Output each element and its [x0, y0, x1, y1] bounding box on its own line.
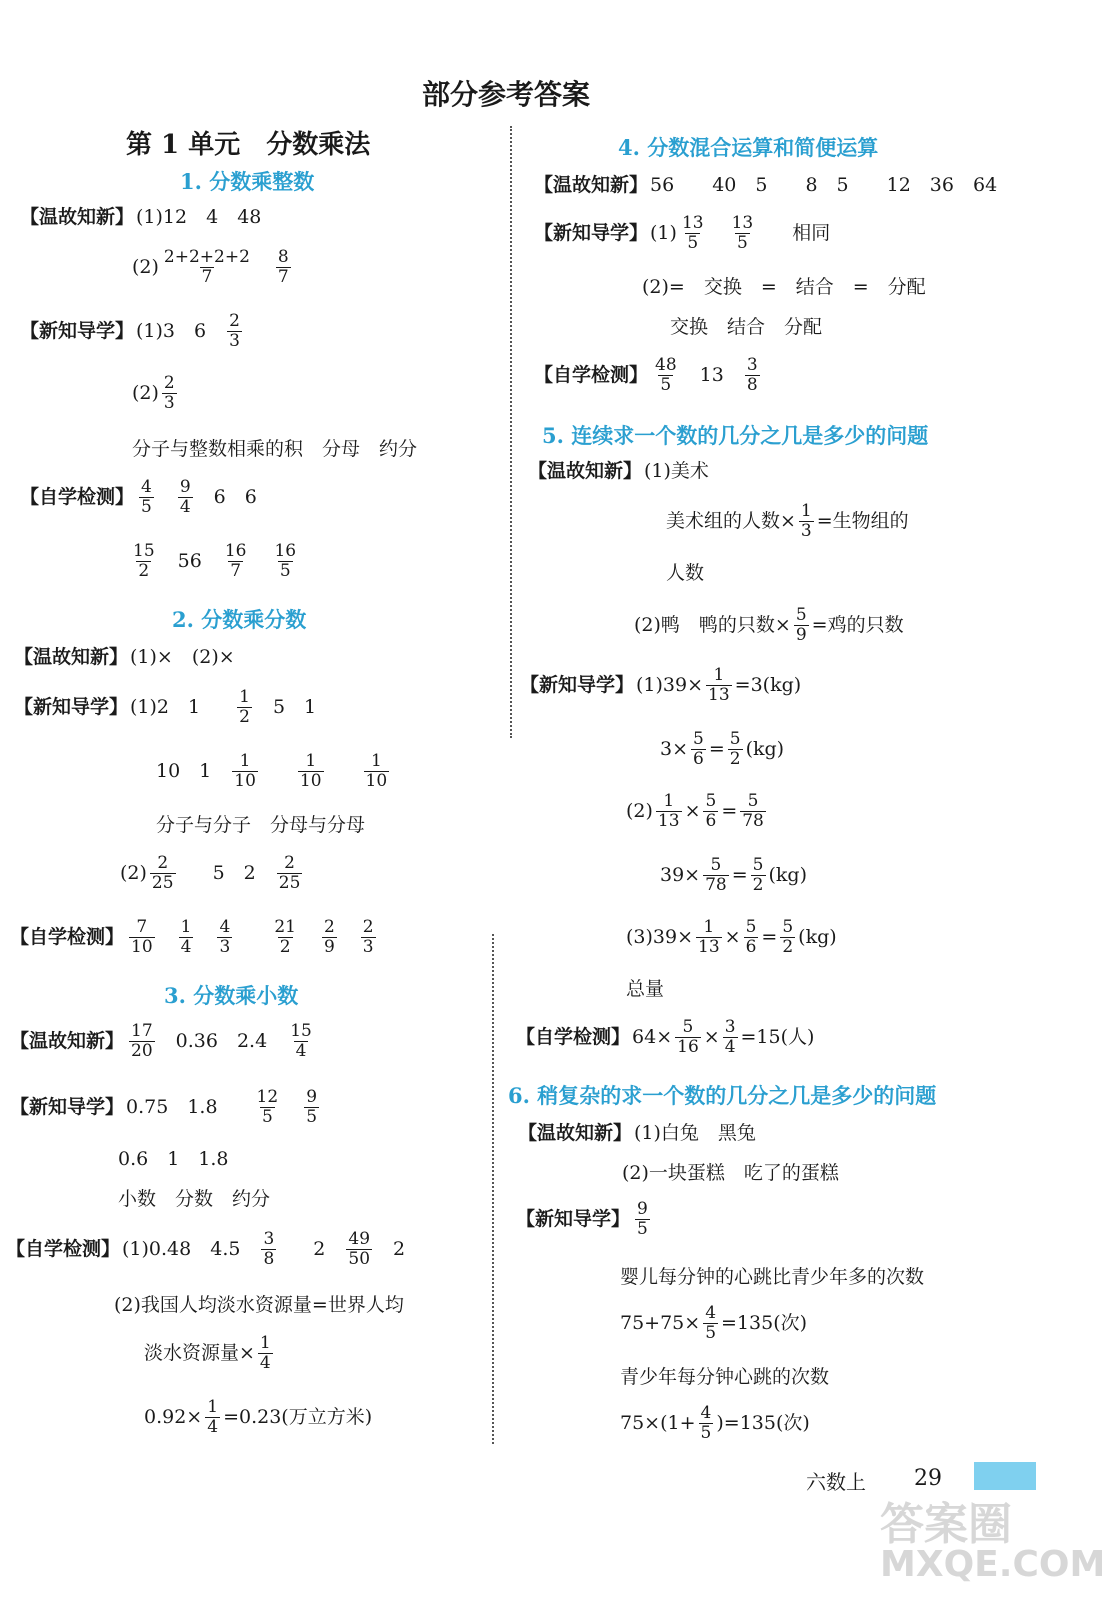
fraction: $\frac{1}{2}$ — [239, 687, 250, 727]
tag-label: 【温故知新】 — [10, 1029, 125, 1052]
fraction: $\frac{1}{13}$ — [708, 665, 730, 705]
s1-xz-line3: 分子与整数相乘的积 分母 约分 — [132, 438, 418, 460]
fraction: $\frac{15}{4}$ — [290, 1021, 312, 1061]
fraction: $\frac{16}{5}$ — [274, 541, 297, 581]
answer-text: )=135(次) — [716, 1411, 810, 1434]
column-divider-top — [510, 126, 512, 738]
answer-text: (2) — [626, 799, 653, 822]
answer-text: × — [684, 799, 701, 822]
tag-label: 【自学检测】 — [10, 925, 125, 948]
answer-text: (1)白兔 黑兔 — [634, 1122, 756, 1144]
section-3-title: 3. 分数乘小数 — [164, 983, 299, 1008]
answer-text: 5 2 — [212, 861, 256, 884]
tag-label: 【自学检测】 — [6, 1237, 121, 1260]
answer-text: 0.75 1.8 — [126, 1095, 218, 1118]
fraction: $\frac{1}{10}$ — [234, 751, 256, 791]
fraction: $\frac{4}{5}$ — [705, 1303, 717, 1343]
fraction: $\frac{1}{4}$ — [207, 1397, 219, 1437]
s5-xz-line1 — [520, 666, 801, 704]
fraction: $\frac{12}{5}$ — [256, 1087, 279, 1127]
fraction: $\frac{3}{4}$ — [724, 1017, 736, 1057]
s5-wg-line3: 人数 — [666, 562, 705, 584]
answer-text: =0.23(万立方米) — [223, 1405, 373, 1428]
tag-label: 【自学检测】 — [20, 485, 135, 508]
answer-text: = — [708, 737, 725, 760]
fraction: $\frac{5}{2}$ — [782, 917, 794, 957]
answer-text: 75+75× — [620, 1311, 701, 1334]
fraction: $\frac{15}{2}$ — [133, 541, 155, 581]
answer-text: (1) — [650, 221, 677, 244]
fraction: $\frac{9}{5}$ — [637, 1199, 648, 1239]
s3-zx-line3 — [144, 1334, 276, 1372]
s6-xz-line2: 婴儿每分钟的心跳比青少年多的次数 — [620, 1266, 925, 1288]
s5-wg-line2 — [666, 502, 909, 540]
unit-heading: 第 1 单元 分数乘法 — [126, 130, 371, 160]
fraction: $\frac{13}{5}$ — [681, 213, 704, 253]
s2-xz-line2 — [156, 752, 392, 790]
section-1-title: 1. 分数乘整数 — [180, 169, 315, 194]
fraction: $\frac{5}{6}$ — [745, 917, 757, 957]
answer-text: (2) — [132, 381, 159, 404]
answer-text: 美术组的人数× — [666, 509, 796, 532]
column-divider-bottom — [492, 934, 494, 1444]
fraction: $\frac{2}{3}$ — [362, 917, 374, 957]
fraction: $\frac{2}{25}$ — [151, 853, 174, 893]
answer-text: 2 — [313, 1237, 326, 1260]
tag-label: 【自学检测】 — [516, 1025, 631, 1048]
fraction: $\frac{48}{5}$ — [655, 355, 677, 395]
s1-xz-line2 — [132, 374, 180, 412]
answer-text: =3(kg) — [734, 673, 802, 696]
answer-text: 10 1 — [156, 759, 212, 782]
tag-label: 【新知导学】 — [14, 695, 129, 718]
fraction: $\frac{2+2+2+2}{7}$ — [163, 247, 250, 287]
answer-text: 0.36 2.4 — [175, 1029, 268, 1052]
answer-text: 75×(1+ — [620, 1411, 696, 1434]
answer-text: (1)美术 — [644, 460, 709, 482]
answer-text: = — [721, 799, 738, 822]
fraction: $\frac{9}{4}$ — [179, 477, 191, 517]
answer-text: 56 40 5 8 5 12 36 64 — [650, 174, 998, 196]
answer-text: 2 — [393, 1237, 406, 1260]
s5-xz-line6: 总量 — [626, 978, 665, 1000]
fraction: $\frac{5}{78}$ — [705, 855, 727, 895]
answer-text: 相同 — [792, 221, 831, 244]
fraction: $\frac{5}{2}$ — [729, 729, 741, 769]
fraction: $\frac{2}{25}$ — [278, 853, 301, 893]
fraction: $\frac{3}{8}$ — [263, 1229, 275, 1269]
fraction: $\frac{5}{6}$ — [693, 729, 704, 769]
tag-label: 【温故知新】 — [534, 174, 649, 196]
fraction: $\frac{1}{4}$ — [259, 1333, 271, 1373]
answer-text: 6 6 — [213, 485, 257, 508]
fraction: $\frac{49}{50}$ — [348, 1229, 371, 1269]
page-tab — [974, 1462, 1036, 1490]
s5-xz-line2 — [660, 730, 784, 768]
fraction: $\frac{2}{9}$ — [323, 917, 335, 957]
s2-xz-line1 — [14, 688, 316, 726]
tag-label: 【温故知新】 — [20, 206, 135, 228]
answer-text: =鸡的只数 — [811, 613, 904, 636]
answer-text: 39× — [660, 863, 701, 886]
fraction: $\frac{7}{10}$ — [131, 917, 153, 957]
s6-xz-line3 — [620, 1304, 807, 1342]
s4-xz-line3: 交换 结合 分配 — [670, 316, 823, 338]
s5-wg-line1 — [528, 462, 709, 481]
answer-text: (2)鸭 鸭的只数× — [634, 613, 791, 636]
s2-xz-line3: 分子与分子 分母与分母 — [156, 814, 366, 836]
tag-label: 【温故知新】 — [518, 1122, 633, 1144]
answer-text: =135(次) — [721, 1311, 808, 1334]
s6-xz-line5 — [620, 1404, 810, 1442]
s2-xz-line4 — [120, 854, 305, 892]
s1-wg-line1 — [20, 208, 261, 227]
section-2-title: 2. 分数乘分数 — [172, 607, 307, 632]
fraction: $\frac{5}{9}$ — [795, 605, 807, 645]
answer-text: × — [703, 1025, 720, 1048]
s3-xz-line3: 小数 分数 约分 — [118, 1188, 271, 1210]
s3-wg-line — [10, 1022, 317, 1060]
fraction: $\frac{5}{78}$ — [742, 791, 764, 831]
s5-xz-line4 — [660, 856, 807, 894]
s4-xz-line1 — [534, 214, 830, 252]
fraction: $\frac{1}{10}$ — [299, 751, 322, 791]
fraction: $\frac{4}{5}$ — [141, 477, 152, 517]
s6-wg-line2: (2)一块蛋糕 吃了的蛋糕 — [622, 1162, 839, 1184]
tag-label: 【温故知新】 — [528, 460, 643, 482]
fraction: $\frac{3}{8}$ — [746, 355, 758, 395]
s1-wg-line2 — [132, 248, 294, 286]
tag-label: 【新知导学】 — [10, 1095, 125, 1118]
answer-text: 13 — [699, 363, 724, 386]
s4-xz-line2: (2)= 交换 = 结合 = 分配 — [642, 276, 926, 298]
watermark-logo: 答案圈 — [880, 1499, 1012, 1550]
tag-label: 【新知导学】 — [516, 1207, 631, 1230]
section-6-title: 6. 稍复杂的求一个数的几分之几是多少的问题 — [508, 1083, 937, 1108]
page-title: 部分参考答案 — [422, 78, 591, 111]
answer-text: 3× — [660, 737, 689, 760]
answer-text: 56 — [177, 549, 202, 572]
answer-text: (1)12 4 48 — [136, 206, 262, 228]
answer-text: (2) — [132, 255, 159, 278]
answer-text: (1)39× — [636, 673, 704, 696]
fraction: $\frac{5}{16}$ — [677, 1017, 699, 1057]
s1-xz-line1 — [20, 312, 245, 350]
fraction: $\frac{1}{3}$ — [800, 501, 812, 541]
s3-xz-line1 — [10, 1088, 322, 1126]
answer-text: (1)0.48 4.5 — [122, 1237, 241, 1260]
s5-wg-line4 — [634, 606, 904, 644]
fraction: $\frac{1}{10}$ — [365, 751, 388, 791]
grade-label: 六数上 — [806, 1470, 866, 1494]
fraction: $\frac{1}{4}$ — [180, 917, 192, 957]
answer-text: 淡水资源量× — [144, 1341, 255, 1364]
answer-text: (1)× (2)× — [130, 646, 235, 668]
s1-zx-line1 — [20, 478, 257, 516]
tag-label: 【新知导学】 — [534, 221, 649, 244]
tag-label: 【温故知新】 — [14, 646, 129, 668]
s5-zx-line — [516, 1018, 814, 1056]
answer-text: =生物组的 — [816, 509, 909, 532]
s6-wg-line1 — [518, 1124, 756, 1143]
s6-xz-line4: 青少年每分钟心跳的次数 — [620, 1366, 830, 1388]
fraction: $\frac{21}{2}$ — [274, 917, 296, 957]
fraction: $\frac{5}{2}$ — [752, 855, 764, 895]
fraction: $\frac{9}{5}$ — [306, 1087, 318, 1127]
answer-text: (kg) — [745, 737, 785, 760]
answer-text: (kg) — [768, 863, 808, 886]
s3-zx-line2: (2)我国人均淡水资源量=世界人均 — [114, 1294, 404, 1316]
answer-text: 5 1 — [272, 695, 317, 718]
answer-text: = — [761, 925, 778, 948]
answer-text: (3)39× — [626, 925, 694, 948]
fraction: $\frac{5}{6}$ — [705, 791, 717, 831]
watermark-url: MXQE.COM — [880, 1544, 1105, 1585]
tag-label: 【新知导学】 — [520, 673, 635, 696]
s5-xz-line3 — [626, 792, 769, 830]
answer-text: 0.92× — [144, 1405, 203, 1428]
fraction: $\frac{1}{13}$ — [657, 791, 680, 831]
fraction: $\frac{16}{7}$ — [224, 541, 247, 581]
fraction: $\frac{2}{3}$ — [229, 311, 240, 351]
s2-zx-line — [10, 918, 379, 956]
s3-zx-line1 — [6, 1230, 405, 1268]
answer-text: (kg) — [798, 925, 837, 948]
answer-text: (2) — [120, 861, 147, 884]
tag-label: 【自学检测】 — [534, 363, 649, 386]
fraction: $\frac{4}{3}$ — [219, 917, 231, 957]
answer-text: (1)3 6 — [136, 319, 207, 342]
fraction: $\frac{1}{13}$ — [698, 917, 720, 957]
answer-text: (1)2 1 — [130, 695, 201, 718]
s1-zx-line2 — [128, 542, 301, 580]
s4-zx-line — [534, 356, 763, 394]
page-number: 29 — [914, 1466, 942, 1491]
section-5-title: 5. 连续求一个数的几分之几是多少的问题 — [542, 423, 929, 448]
tag-label: 【新知导学】 — [20, 319, 135, 342]
s2-wg-line — [14, 648, 235, 667]
fraction: $\frac{2}{3}$ — [163, 373, 175, 413]
s5-xz-line5 — [626, 918, 837, 956]
s3-xz-line2: 0.6 1 1.8 — [118, 1148, 229, 1170]
fraction: $\frac{4}{5}$ — [700, 1403, 712, 1443]
s3-zx-line4 — [144, 1398, 372, 1436]
fraction: $\frac{17}{20}$ — [131, 1021, 153, 1061]
answer-text: × — [724, 925, 741, 948]
s6-xz-line1 — [516, 1200, 653, 1238]
section-4-title: 4. 分数混合运算和简便运算 — [618, 135, 879, 160]
answer-text: =15(人) — [740, 1025, 815, 1048]
answer-text: 64× — [632, 1025, 673, 1048]
answer-text: = — [731, 863, 748, 886]
s4-wg-line — [534, 176, 997, 195]
fraction: $\frac{13}{5}$ — [731, 213, 754, 253]
fraction: $\frac{8}{7}$ — [277, 247, 289, 287]
